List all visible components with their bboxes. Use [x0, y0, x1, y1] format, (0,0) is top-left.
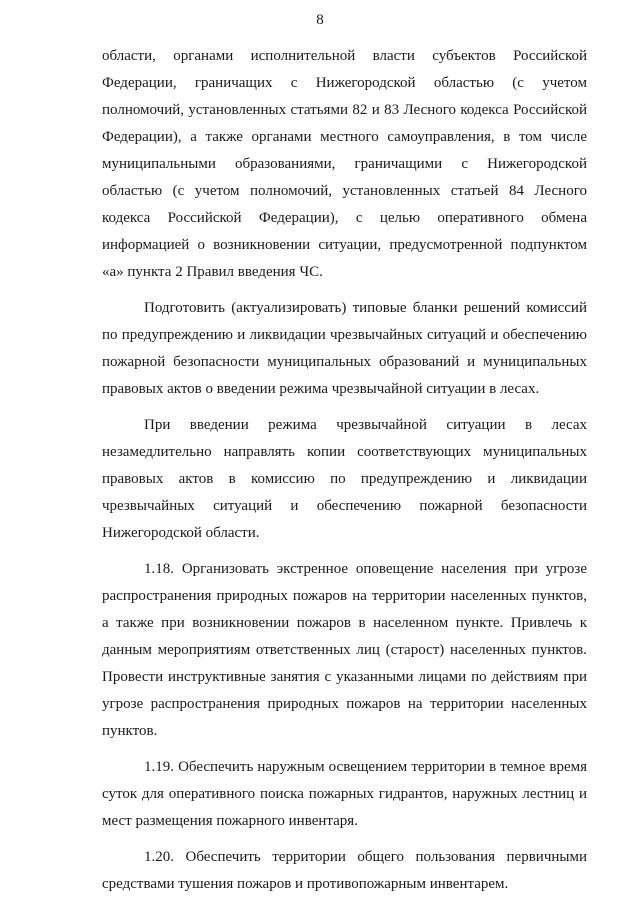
- text-line: области, органами исполнительной власти субъектов Российской: [102, 48, 587, 64]
- text-line: кодекса Российской Федерации), с целью оперативного обмена: [102, 210, 587, 226]
- text-line: Нижегородской области.: [102, 525, 260, 541]
- text-line: 1.20. Обеспечить территории общего пользования первичными: [144, 849, 587, 865]
- text-line: суток для оперативного поиска пожарных гидрантов, наружных лестниц и: [102, 786, 587, 802]
- text-line: мест размещения пожарного инвентаря.: [102, 813, 358, 829]
- text-line: «а» пункта 2 Правил введения ЧС.: [102, 264, 323, 280]
- text-line: по предупреждению и ликвидации чрезвычайных ситуаций и обеспечению: [102, 327, 587, 343]
- text-line: полномочий, установленных статьями 82 и 83 Лесного кодекса Российской: [102, 102, 587, 118]
- text-line: средствами тушения пожаров и противопожарным инвентарем.: [102, 876, 509, 892]
- text-line: а также при возникновении пожаров в населенном пункте. Привлечь к: [102, 615, 587, 631]
- page-number: 8: [316, 12, 324, 28]
- text-line: Федерации, граничащих с Нижегородской областью (с учетом: [102, 75, 587, 91]
- text-line: муниципальными образованиями, граничащими с Нижегородской: [102, 156, 587, 172]
- text-line: Федерации), а также органами местного самоуправления, в том числе: [102, 129, 587, 145]
- text-line: 1.19. Обеспечить наружным освещением территории в темное время: [144, 759, 587, 775]
- text-line: При введении режима чрезвычайной ситуации в лесах: [144, 417, 587, 433]
- text-line: распространения природных пожаров на территории населенных пунктов,: [102, 588, 587, 604]
- text-line: информацией о возникновении ситуации, предусмотренной подпунктом: [102, 237, 587, 253]
- paragraph: [102, 43, 587, 286]
- text-line: Подготовить (актуализировать) типовые бланки решений комиссий: [144, 300, 587, 316]
- text-line: правовых актов в комиссию по предупреждению и ликвидации: [102, 471, 587, 487]
- paragraph: [102, 412, 587, 547]
- text-line: пожарной безопасности муниципальных образований и муниципальных: [102, 354, 587, 370]
- text-line: пунктов.: [102, 723, 158, 739]
- text-line: 1.18. Организовать экстренное оповещение населения при угрозе: [144, 561, 587, 577]
- text-line: чрезвычайных ситуаций и обеспечению пожарной безопасности: [102, 498, 587, 514]
- text-line: Провести инструктивные занятия с указанными лицами по действиям при: [102, 669, 587, 685]
- paragraph: [102, 556, 587, 745]
- text-line: угрозе распространения природных пожаров на территории населенных: [102, 696, 587, 712]
- text-line: данным мероприятиям ответственных лиц (старост) населенных пунктов.: [102, 642, 587, 658]
- document-body: [102, 43, 587, 898]
- paragraph: [102, 295, 587, 403]
- text-line: правовых актов о введении режима чрезвычайной ситуации в лесах.: [102, 381, 540, 397]
- text-line: незамедлительно направлять копии соответствующих муниципальных: [102, 444, 587, 460]
- paragraph: [102, 754, 587, 835]
- paragraph: [102, 844, 587, 898]
- text-line: областью (с учетом полномочий, установленных статьей 84 Лесного: [102, 183, 587, 199]
